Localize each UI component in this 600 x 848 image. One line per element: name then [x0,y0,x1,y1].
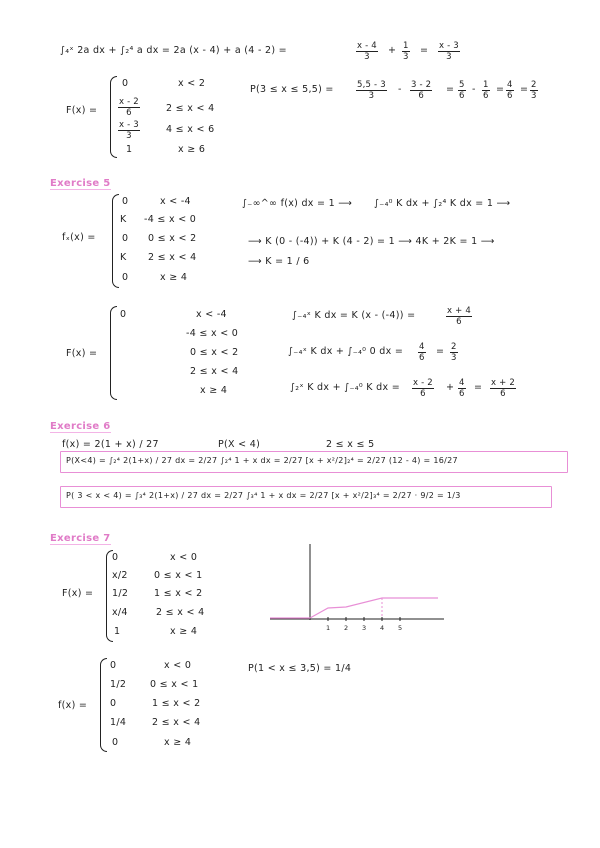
s1-case3-val: 1 [126,144,133,155]
s1-case2-val: $\frac{x - 3}{3}$ [119,120,139,141]
s1-case0-cond: x < 2 [178,78,206,89]
s1-case1-cond: 2 ≤ x < 4 [166,103,215,114]
ex5-fx-case0-cond: x < -4 [160,196,191,207]
s1-F-label: F(x) = [66,105,98,116]
s1-plus: + [388,45,397,56]
s1-prob-minus2: - [472,84,476,95]
ex5-F-label: F(x) = [66,348,98,359]
ex5-normalization-a: ∫₋∞^∞ f(x) dx = 1 ⟶ [242,198,353,209]
s1-prob-eq3: = [496,84,505,95]
ex5-fx-case1-val: K [120,214,127,225]
exercise-5-heading: Exercise 5 [50,178,111,189]
ex5-k-result: ⟶ K = 1 / 6 [248,256,310,267]
ex7-f-case1-val: 1/2 [110,679,127,690]
tick-label-2: 2 [344,624,349,632]
s1-frac2: $\frac{1}{3}$ [403,41,409,62]
ex7-f-case4-val: 0 [112,737,119,748]
ex6-range: 2 ≤ x ≤ 5 [326,439,375,450]
ex7-f-case2-val: 0 [110,698,117,709]
ex5-int1-frac: $\frac{x + 4}{6}$ [447,306,471,327]
ex5-fx-case0-val: 0 [122,196,129,207]
ex5-fx-case3-val: K [120,252,127,263]
ex7-f-case0-val: 0 [110,660,117,671]
ex5-F-case3-cond: 2 ≤ x < 4 [190,366,239,377]
s1-case2-cond: 4 ≤ x < 6 [166,124,215,135]
ex6-line-2: P( 3 < x < 4) = ∫₃⁴ 2(1+x) / 27 dx = 2/27 ∫₃⁴ 1 + x dx = 2/27 [x + x²/2]₃⁴ = 2/27 · 9/2 = 1/3 [66,491,461,500]
ex7-F-case0-cond: x < 0 [170,552,198,563]
exercise-6-heading: Exercise 6 [50,421,111,432]
ex7-f-case4-cond: x ≥ 4 [164,737,192,748]
ex7-F-case4-cond: x ≥ 4 [170,626,198,637]
s1-case0-val: 0 [122,78,129,89]
ex5-int3-frac2: $\frac{4}{6}$ [459,378,465,399]
ex7-F-label: F(x) = [62,588,94,599]
ex7-f-case1-cond: 0 ≤ x < 1 [150,679,199,690]
s1-frac1: $\frac{x - 4}{3}$ [357,41,377,62]
ex5-int3-eq: = [474,382,483,393]
ex5-solve-line: ⟶ K (0 - (-4)) + K (4 - 2) = 1 ⟶ 4K + 2K = 1 ⟶ [248,236,495,247]
ex7-F-case1-val: x/2 [112,570,128,581]
s1-eq: = [420,45,429,56]
ex7-F-case2-val: 1/2 [112,588,129,599]
ex5-normalization-b: ∫₋₄⁰ K dx + ∫₂⁴ K dx = 1 ⟶ [374,198,511,209]
ex5-F-case1-cond: -4 ≤ x < 0 [186,328,239,339]
ex5-fx-case2-val: 0 [122,233,129,244]
ex5-F-case4-cond: x ≥ 4 [200,385,228,396]
ex7-f-case3-val: 1/4 [110,717,127,728]
ex5-fx-case4-val: 0 [122,272,129,283]
ex7-f-brace [100,658,107,752]
ex7-cdf-sketch [268,540,448,640]
ex5-int3-frac1: $\frac{x - 2}{6}$ [413,378,433,399]
ex6-line-1: P(X<4) = ∫₂⁴ 2(1+x) / 27 dx = 2/27 ∫₂⁴ 1 + x dx = 2/27 [x + x²/2]₂⁴ = 2/27 (12 - 4) = 16/27 [66,456,458,465]
tick-label-3: 3 [362,624,367,632]
ex5-fx-case2-cond: 0 ≤ x < 2 [148,233,197,244]
tick-label-5: 5 [398,624,403,632]
s1-prob-f1: $\frac{5,5 - 3}{3}$ [357,80,386,101]
s1-prob-f6: $\frac{2}{3}$ [531,80,537,101]
ex5-fx-brace [112,194,119,288]
s1-prob-f4: $\frac{1}{6}$ [483,80,489,101]
s1-integral-line: ∫₄ˣ 2a dx + ∫₂⁴ a dx = 2a (x - 4) + a (4 - 2) = [60,45,287,56]
ex5-fx-case4-cond: x ≥ 4 [160,272,188,283]
s1-prob-f2: $\frac{3 - 2}{6}$ [411,80,432,101]
tick-label-1: 1 [326,624,331,632]
ex7-f-label: f(x) = [58,700,88,711]
ex5-F-case0-val: 0 [120,309,127,320]
s1-case3-cond: x ≥ 6 [178,144,206,155]
ex7-F-case3-val: x/4 [112,607,128,618]
ex5-F-brace [110,306,117,400]
ex6-prob: P(X < 4) [218,439,261,450]
ex5-int2: ∫₋₄ˣ K dx + ∫₋₄⁰ 0 dx = [288,346,404,357]
s1-case1-val: $\frac{x - 2}{6}$ [119,97,139,118]
ex5-int3: ∫₂ˣ K dx + ∫₋₄⁰ K dx = [290,382,400,393]
ex7-F-case2-cond: 1 ≤ x < 2 [154,588,203,599]
s1-frac3: $\frac{x - 3}{3}$ [439,41,459,62]
s1-prob-minus: - [398,84,402,95]
ex5-int3-frac3: $\frac{x + 2}{6}$ [491,378,515,399]
ex5-int3-plus: + [446,382,455,393]
ex7-F-case1-cond: 0 ≤ x < 1 [154,570,203,581]
ex7-f-case3-cond: 2 ≤ x < 4 [152,717,201,728]
ex7-F-case4-val: 1 [114,626,121,637]
ex5-F-case2-cond: 0 ≤ x < 2 [190,347,239,358]
s1-prob-f3: $\frac{5}{6}$ [459,80,465,101]
exercise-7-heading: Exercise 7 [50,533,111,544]
ex5-int2-eq: = [436,346,445,357]
ex5-F-case0-cond: x < -4 [196,309,227,320]
ex5-fx-label: fₓ(x) = [62,232,96,243]
ex5-int2-frac1: $\frac{4}{6}$ [419,342,425,363]
ex7-prob: P(1 < x ≤ 3,5) = 1/4 [248,663,352,674]
s1-brace [110,76,117,158]
tick-label-4: 4 [380,624,385,632]
ex5-fx-case3-cond: 2 ≤ x < 4 [148,252,197,263]
s1-prob-eq2: = [446,84,455,95]
ex7-f-case2-cond: 1 ≤ x < 2 [152,698,201,709]
ex5-int1: ∫₋₄ˣ K dx = K (x - (-4)) = [292,310,416,321]
s1-prob-f5: $\frac{4}{6}$ [507,80,513,101]
s1-prob-lhs: P(3 ≤ x ≤ 5,5) = [250,84,334,95]
ex7-F-case0-val: 0 [112,552,119,563]
cdf-curve [310,598,438,618]
s1-prob-eq4: = [520,84,529,95]
ex7-f-case0-cond: x < 0 [164,660,192,671]
ex5-int2-frac2: $\frac{2}{3}$ [451,342,457,363]
ex7-F-case3-cond: 2 ≤ x < 4 [156,607,205,618]
ex6-density-def: f(x) = 2(1 + x) / 27 [62,439,159,450]
ex5-fx-case1-cond: -4 ≤ x < 0 [144,214,197,225]
